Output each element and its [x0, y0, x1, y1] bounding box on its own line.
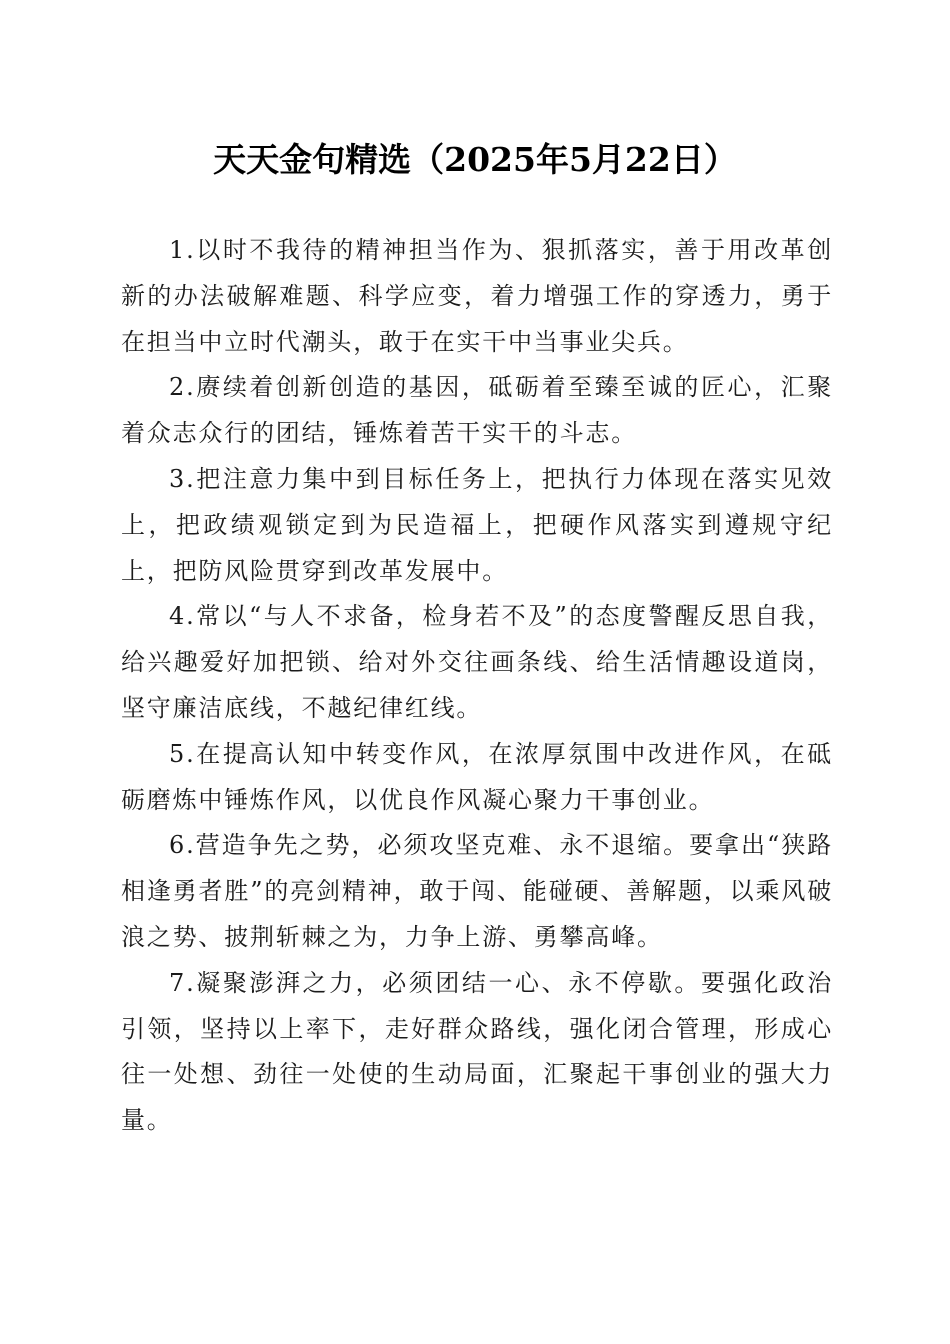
paragraph-6: 6.营造争先之势，必须攻坚克难、永不退缩。要拿出“狭路相逢勇者胜”的亮剑精神，敢于闯、能碰硬、善解题，以乘风破浪之势、披荆斩棘之为，力争上游、勇攀高峰。: [121, 831, 833, 951]
paragraph-5: 5.在提高认知中转变作风，在浓厚氛围中改进作风，在砥砺磨炼中锤炼作风，以优良作风凝心聚力干事创业。: [121, 739, 833, 814]
paragraph-4: 4.常以“与人不求备，检身若不及”的态度警醒反思自我，给兴趣爱好加把锁、给对外交往画条线、给生活情趣设道岗，坚守廉洁底线，不越纪律红线。: [121, 602, 833, 722]
paragraph-3: 3.把注意力集中到目标任务上，把执行力体现在落实见效上，把政绩观锁定到为民造福上，把硬作风落实到遵规守纪上，把防风险贯穿到改革发展中。: [121, 464, 833, 585]
paragraph-2: 2.赓续着创新创造的基因，砥砺着至臻至诚的匠心，汇聚着众志众行的团结，锤炼着苦干实干的斗志。: [121, 373, 833, 448]
page-title: 天天金句精选（2025年5月22日）: [213, 140, 737, 179]
paragraph-1: 1.以时不我待的精神担当作为、狠抓落实，善于用改革创新的办法破解难题、科学应变，着力增强工作的穿透力，勇于在担当中立时代潮头，敢于在实干中当事业尖兵。: [121, 236, 833, 356]
paragraph-7: 7.凝聚澎湃之力，必须团结一心、永不停歇。要强化政治引领，坚持以上率下，走好群众路线，强化闭合管理，形成心往一处想、劲往一处使的生动局面，汇聚起干事创业的强大力量。: [121, 968, 833, 1135]
document-body: [121, 228, 833, 1144]
